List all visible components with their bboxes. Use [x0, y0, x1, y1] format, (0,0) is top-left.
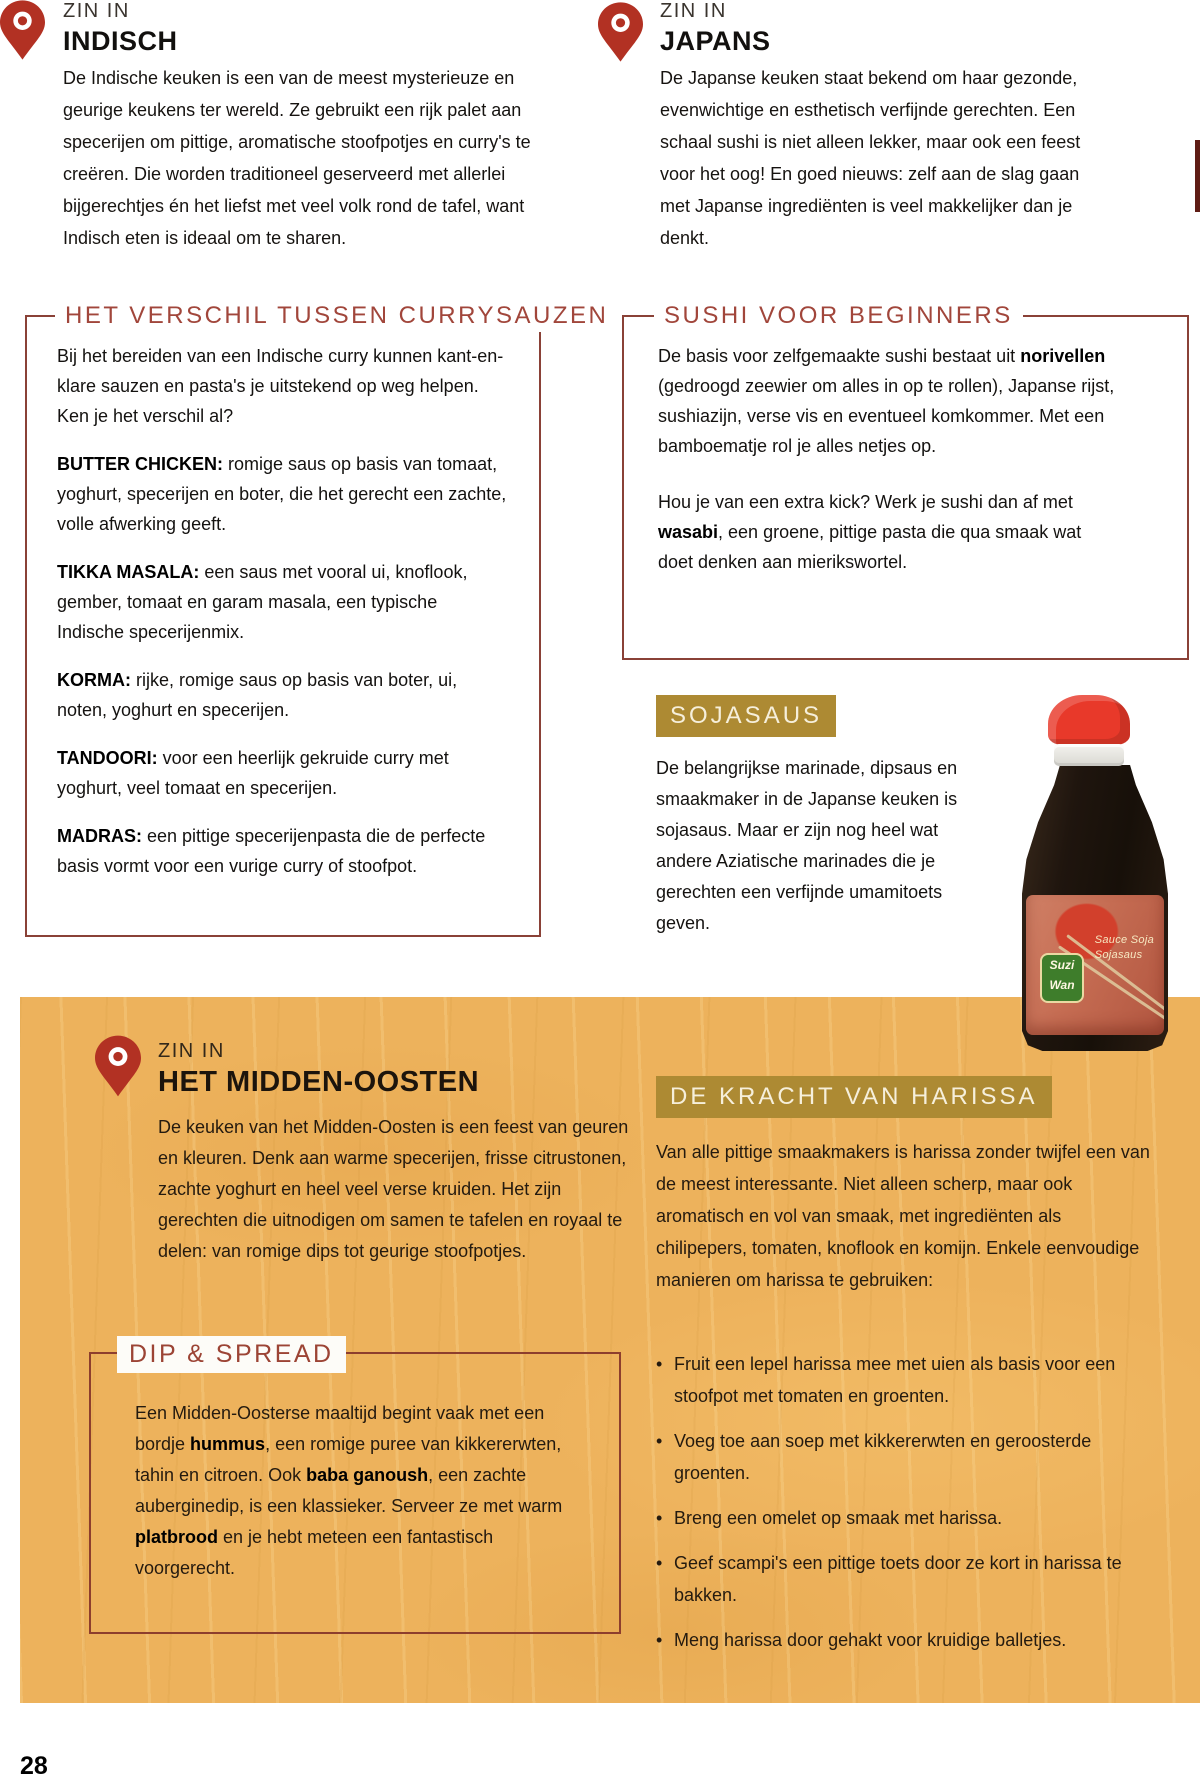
sushi-paragraph-2: Hou je van een extra kick? Werk je sushi dan af met wasabi, een groene, pittige pasta die qua smaak wat doet denken aan mierikswortel. [658, 492, 1082, 572]
curry-term: TIKKA MASALA: [57, 562, 200, 582]
intro-midden-oosten: De keuken van het Midden-Oosten is een feest van geuren en kleuren. Denk aan warme specerijen, frisse citrustonen, zachte yoghurt en heel veel verse kruiden. Het zijn gerechten die uitnodigen om samen te tafelen en royaal te delen: van romige dips tot geurige stoofpotjes. [158, 1117, 629, 1261]
sushi-box [622, 302, 1189, 660]
curry-desc: een pittige specerijenpasta die de perfecte basis vormt voor een vurige curry of stoofpot. [57, 826, 486, 876]
location-pin-icon [0, 0, 45, 60]
harissa-intro: Van alle pittige smaakmakers is harissa zonder twijfel een van de meest interessante. Niet alleen scherp, maar ook aromatisch en vol van smaak, met ingrediënten als chilipepers, tomaten, knoflook en komijn. Enkele eenvoudige manieren om harissa te gebruiken: [656, 1142, 1150, 1290]
curry-term: TANDOORI: [57, 748, 158, 768]
bullet-dot-icon [656, 1624, 662, 1656]
bullet-dot-icon [656, 1502, 662, 1534]
intro-indisch: De Indische keuken is een van de meest mysterieuze en geurige keukens ter wereld. Ze gebruikt een rijk palet aan specerijen om pittige, aromatische stoofpotjes en curry's te creëren. Die worden traditioneel geserveerd met allerlei bijgerechtjes én het liefst met veel volk rond de tafel, want Indisch eten is ideaal om te sharen. [63, 68, 531, 248]
soy-sauce-bottle-image [1022, 695, 1168, 1053]
currysauzen-box [25, 302, 609, 937]
page-number: 28 [20, 1752, 48, 1780]
curry-entry [57, 449, 509, 539]
harissa-bullet: • Breng een omelet op smaak met harissa. [656, 1502, 1156, 1534]
sushi-content [658, 341, 1120, 577]
curry-term: KORMA: [57, 670, 131, 690]
location-pin-icon [95, 1035, 141, 1097]
page-edge-tab [1195, 140, 1200, 212]
dip-spread-text: Een Midden-Oosterse maaltijd begint vaak met een bordje hummus, een romige puree van kikkererwten, tahin en citroen. Ook baba ganoush, een zachte auberginedip, is een klassieker. Serveer ze met warm platbrood en je hebt meteen een fantastisch voorgerecht. [135, 1403, 563, 1578]
curry-desc: een saus met vooral ui, knoflook, gember, tomaat en garam masala, een typische Indische specerijenmix. [57, 562, 468, 642]
curry-entry [57, 665, 509, 725]
curry-desc: romige saus op basis van tomaat, yoghurt, specerijen en boter, die het gerecht een zachte, volle afwerking geeft. [57, 454, 507, 534]
dip-spread-box [89, 1340, 621, 1634]
harissa-bullet: • Fruit een lepel harissa mee met uien als basis voor een stoofpot met tomaten en groenten. [656, 1348, 1156, 1412]
curry-entry [57, 557, 509, 647]
harissa-bullet: • Voeg toe aan soep met kikkererwten en geroosterde groenten. [656, 1425, 1156, 1489]
bottle-label [1026, 895, 1164, 1035]
sojasaus-text: De belangrijkse marinade, dipsaus en smaakmaker in de Japanse keuken is sojasaus. Maar er zijn nog heel wat andere Aziatische marinades die je gerechten een verfijnde umamitoets geven. [656, 758, 958, 933]
harissa-bullet: • Geef scampi's een pittige toets door ze kort in harissa te bakken. [656, 1547, 1156, 1611]
curry-term: MADRAS: [57, 826, 142, 846]
harissa-chip-label: DE KRACHT VAN HARISSA [656, 1076, 1052, 1118]
bottle-cap [1048, 695, 1130, 745]
harissa-bullet-list [656, 1348, 1156, 1669]
title-midden-oosten: HET MIDDEN-OOSTEN [158, 1066, 480, 1098]
sojasaus-chip-label: SOJASAUS [656, 695, 836, 737]
kicker-indisch: ZIN IN [63, 0, 130, 22]
bottle-brand-logo: Suzi Wan [1040, 953, 1084, 1003]
intro-japans: De Japanse keuken staat bekend om haar gezonde, evenwichtige en esthetisch verfijnde gerechten. Een schaal sushi is niet alleen lekker, maar ook een feest voor het oog! En goed nieuws: zelf aan de slag gaan met Japanse ingrediënten is veel makkelijker dan je denkt. [660, 68, 1081, 248]
sushi-box-title: SUSHI VOOR BEGINNERS [654, 300, 1023, 332]
curry-term: BUTTER CHICKEN: [57, 454, 223, 474]
bullet-dot-icon [656, 1425, 662, 1457]
title-japans: JAPANS [660, 26, 771, 56]
curry-desc: voor een heerlijk gekruide curry met yoghurt, veel tomaat en specerijen. [57, 748, 449, 798]
curry-desc: rijke, romige saus op basis van boter, ui, noten, yoghurt en specerijen. [57, 670, 458, 720]
sushi-paragraph-1: De basis voor zelfgemaakte sushi bestaat uit norivellen (gedroogd zeewier om alles in op te rollen), Japanse rijst, sushiazijn, verse vis en eventueel komkommer. Met een bamboematje rol je alles netjes op. [658, 346, 1115, 456]
harissa-bullet: • Meng harissa door gehakt voor kruidige balletjes. [656, 1624, 1156, 1656]
currysauzen-box-title: HET VERSCHIL TUSSEN CURRYSAUZEN [55, 300, 618, 332]
bottle-neck [1054, 744, 1124, 766]
currysauzen-content [57, 341, 509, 881]
kicker-japans: ZIN IN [660, 0, 727, 22]
curry-entry [57, 743, 509, 803]
kicker-midden-oosten: ZIN IN [158, 1040, 225, 1062]
dip-spread-title: DIP & SPREAD [117, 1336, 346, 1373]
bullet-dot-icon [656, 1348, 662, 1380]
curry-entry [57, 821, 509, 881]
bottle-label-text: Sauce Soja Sojasaus [1094, 934, 1154, 961]
currysauzen-intro: Bij het bereiden van een Indische curry kunnen kant-en-klare sauzen en pasta's je uitstekend op weg helpen. Ken je het verschil al? [57, 346, 504, 426]
harissa-chip [656, 1076, 1052, 1118]
sojasaus-chip [656, 695, 836, 737]
title-indisch: INDISCH [63, 26, 178, 56]
bullet-dot-icon [656, 1547, 662, 1579]
location-pin-icon [598, 2, 643, 62]
